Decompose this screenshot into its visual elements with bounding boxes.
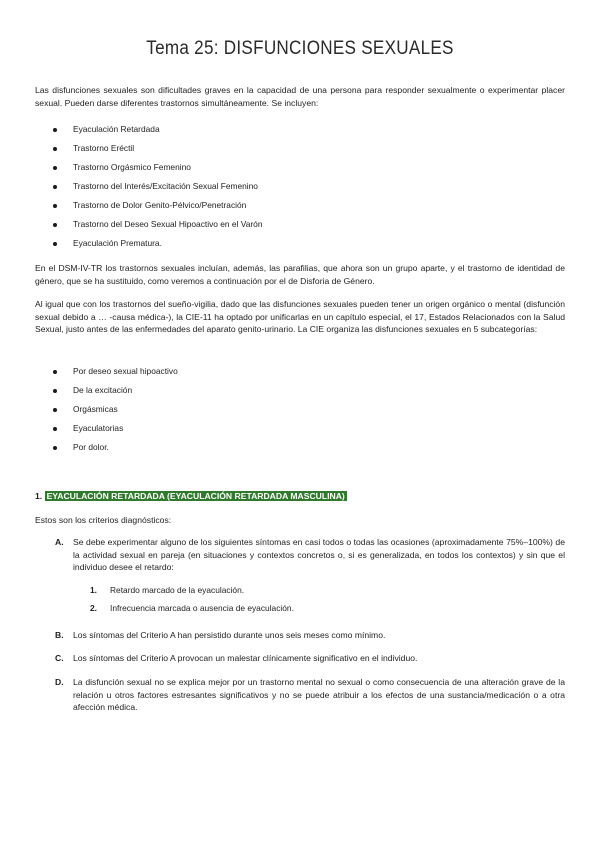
bullet-icon: [53, 446, 57, 450]
criterion-text: La disfunción sexual no se explica mejor por un trastorno mental no sexual o como consecuencia de una alteración grave de la relación u otros factores estresantes significativos y no se puede atribuir a los efectos de una sustancia/medicación o a otra afección médica.: [73, 677, 565, 713]
bullet-icon: [53, 427, 57, 431]
section-number: 1.: [35, 491, 43, 501]
cie-paragraph: Al igual que con los trastornos del sueño-vigilia, dado que las disfunciones sexuales pueden tener un origen orgánico o mental (disfunción sexual debido a … -causa médica-), la CIE-11 ha optado por unificarlas en un capítulo especial, el 17, Estados Relacionados con la Salud Sexual, justo antes de las enfermedades del aparato genito-urinario. La CIE organiza las disfunciones sexuales en 5 subcategorías:: [35, 299, 565, 335]
section-heading: [35, 490, 347, 502]
criterion-text: Los síntomas del Criterio A provocan un malestar clínicamente significativo en el individuo.: [73, 653, 418, 663]
dsm-paragraph: En el DSM-IV-TR los trastornos sexuales incluían, además, las parafilias, que ahora son un grupo aparte, y el trastorno de identidad de género, que se ha sustituido, como veremos a continuación por el de Disforia de Género.: [35, 263, 565, 286]
criterion-text: Se debe experimentar alguno de los siguientes síntomas en casi todos o todas las ocasiones (aproximadamente 75%–100%) de la actividad sexual en pareja (en situaciones y contextos concretos o, si es generalizada, en todos los contextos) y sin que el individuo desee el retardo:: [73, 537, 565, 573]
section-title-highlight: EYACULACIÓN RETARDADA (EYACULACIÓN RETARDADA MASCULINA): [46, 491, 345, 501]
criterion-letter: A.: [55, 537, 64, 547]
bullet-icon: [53, 242, 57, 246]
bullet-icon: [53, 128, 57, 132]
bullet-icon: [53, 223, 57, 227]
criteria-intro: Estos son los criterios diagnósticos:: [35, 515, 172, 525]
bullet-icon: [53, 389, 57, 393]
bullet-icon: [53, 204, 57, 208]
document-page: Tema 25: DISFUNCIONES SEXUALES Las disfunciones sexuales son dificultades graves en la capacidad de una persona para responder sexualmente o experimentar placer sexual. Pueden darse diferentes trastornos simultáneamente. Se incluyen: Eyaculación Retardada Trastorno Eréctil Trastorno Orgásmico Femenino Trastorno del Interés/Excitación Sexual Femenino Trastorno de Dolor Genito-Pélvico/Penetración Trastorno del Deseo Sexual Hipoactivo en el Varón Eyaculación Prematura. En el DSM-IV-TR los trastornos sexuales incluían, además, las parafilias, que ahora son un grupo aparte, y el trastorno de identidad de género, que se ha sustituido, como veremos a continuación por el de Disforia de Género. Al igual que con los trastornos del sueño-vigilia, dado que las disfunciones sexuales pueden tener un origen orgánico o mental (disfunción sexual debido a … -causa médica-), la CIE-11 ha optado por unificarlas en un capítulo especial, el 17, Estados Relacionados con la Salud Sexual, justo antes de las enfermedades del aparato genito-urinario. La CIE organiza las disfunciones sexuales en 5 subcategorías: Por deseo sexual hipoactivo De la excitación Orgásmicas Eyaculatorias Por dolor. 1. EYACULACIÓN RETARDADA (EYACULACIÓN RETARDADA MASCULINA) Estos son los criterios diagnósticos: A. Se debe experimentar alguno de los siguientes síntomas en casi todos o todas las ocasiones (aproximadamente 75%–100%) de la actividad sexual en pareja (en situaciones y contextos concretos o, si es generalizada, en todos los contextos) y sin que el individuo desee el retardo: 1. Retardo marcado de la eyaculación. 2. Infrecuencia marcada o ausencia de eyaculación. B. Los síntomas del Criterio A han persistido durante unos seis meses como mínimo. C. Los síntomas del Criterio A provocan un malestar clínicamente significativo en el individuo. D. La disfunción sexual no se explica mejor por un trastorno mental no sexual o como consecuencia de una alteración grave de la relación u otros factores estresantes significativos y no se puede atribuir a los efectos de una sustancia/medicación o a otra afección médica.: [0, 0, 600, 848]
bullet-icon: [53, 370, 57, 374]
bullet-icon: [53, 185, 57, 189]
criterion-letter: B.: [55, 630, 64, 640]
page-title: Tema 25: DISFUNCIONES SEXUALES: [146, 38, 454, 59]
intro-paragraph: Las disfunciones sexuales son dificultades graves en la capacidad de una persona para responder sexualmente o experimentar placer sexual. Pueden darse diferentes trastornos simultáneamente. Se incluyen:: [35, 85, 565, 108]
criterion-text: Los síntomas del Criterio A han persistido durante unos seis meses como mínimo.: [73, 630, 386, 640]
bullet-icon: [53, 166, 57, 170]
bullet-icon: [53, 147, 57, 151]
criterion-letter: D.: [55, 677, 64, 687]
criterion-letter: C.: [55, 653, 64, 663]
bullet-icon: [53, 408, 57, 412]
